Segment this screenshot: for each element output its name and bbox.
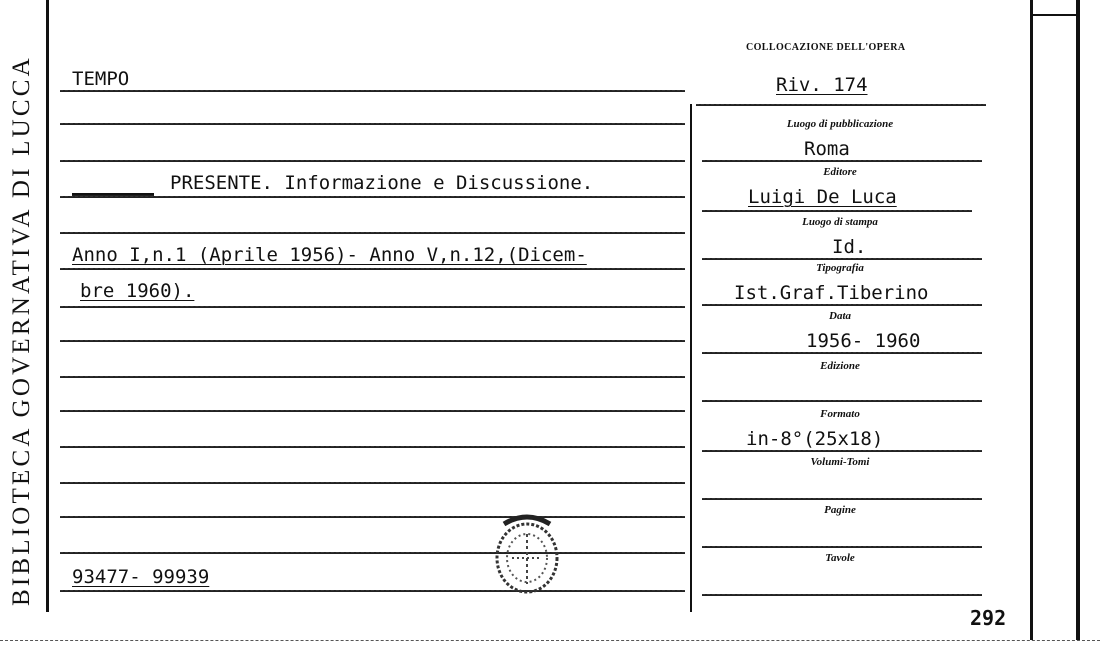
date-value: 1956- 1960	[806, 330, 921, 352]
ruled-line	[60, 123, 685, 125]
details-line	[702, 352, 982, 354]
details-line	[702, 450, 982, 452]
holdings-range-line-2: bre 1960).	[80, 280, 195, 302]
ruled-line	[60, 446, 685, 448]
place-of-printing-label: Luogo di stampa	[802, 216, 878, 228]
format-value: in-8°(25x18)	[746, 428, 884, 450]
ruled-line	[60, 90, 685, 92]
details-line	[702, 258, 982, 260]
collocation-value: Riv. 174	[776, 74, 868, 96]
ruled-line	[60, 482, 685, 484]
details-line	[702, 594, 982, 596]
ruled-line	[60, 196, 685, 198]
ruled-line	[60, 340, 685, 342]
details-line	[702, 498, 982, 500]
ruled-line	[60, 376, 685, 378]
left-margin-rule	[46, 0, 49, 612]
pages-label: Pagine	[824, 504, 856, 516]
ruled-line	[60, 516, 685, 518]
format-label: Formato	[820, 408, 860, 420]
top-edge	[1030, 14, 1080, 16]
field-label-tempo: TEMPO	[72, 68, 130, 90]
plates-label: Tavole	[825, 552, 855, 564]
ruled-line	[60, 552, 685, 554]
library-name-vertical: BIBLIOTECA GOVERNATIVA DI LUCCA	[8, 55, 35, 606]
details-line	[702, 400, 982, 402]
page-number: 292	[970, 606, 1007, 630]
holdings-range-line-1: Anno I,n.1 (Aprile 1956)- Anno V,n.12,(Dicem-	[72, 244, 587, 266]
details-line	[702, 546, 982, 548]
ruled-line	[60, 268, 685, 270]
place-of-publication-value: Roma	[804, 138, 850, 160]
details-line	[702, 160, 982, 162]
details-line	[702, 304, 982, 306]
library-stamp-icon	[484, 512, 570, 596]
periodical-title: PRESENTE. Informazione e Discussione.	[170, 172, 594, 194]
ruled-line	[60, 410, 685, 412]
publisher-label: Editore	[823, 166, 857, 178]
collocation-label: COLLOCAZIONE DELL'OPERA	[746, 42, 906, 53]
date-label: Data	[829, 310, 851, 322]
place-of-publication-label: Luogo di pubblicazione	[786, 118, 894, 130]
ruled-line	[60, 232, 685, 234]
publisher-value: Luigi De Luca	[748, 186, 897, 208]
bottom-edge	[0, 640, 1100, 667]
outer-right-edge	[1076, 0, 1080, 640]
volumes-label: Volumi-Tomi	[810, 456, 870, 468]
details-box-top	[696, 104, 986, 106]
printer-label: Tipografia	[816, 262, 864, 274]
details-box-left-rule	[690, 104, 692, 612]
printer-value: Ist.Graf.Tiberino	[734, 282, 929, 304]
title-dash	[72, 193, 154, 196]
edition-label: Edizione	[820, 360, 860, 372]
ruled-line	[60, 590, 685, 592]
ruled-line	[60, 306, 685, 308]
details-line	[702, 210, 972, 212]
ruled-line	[60, 160, 685, 162]
card-right-edge	[1030, 0, 1033, 640]
place-of-printing-value: Id.	[832, 236, 867, 258]
inventory-numbers: 93477- 99939	[72, 566, 210, 588]
